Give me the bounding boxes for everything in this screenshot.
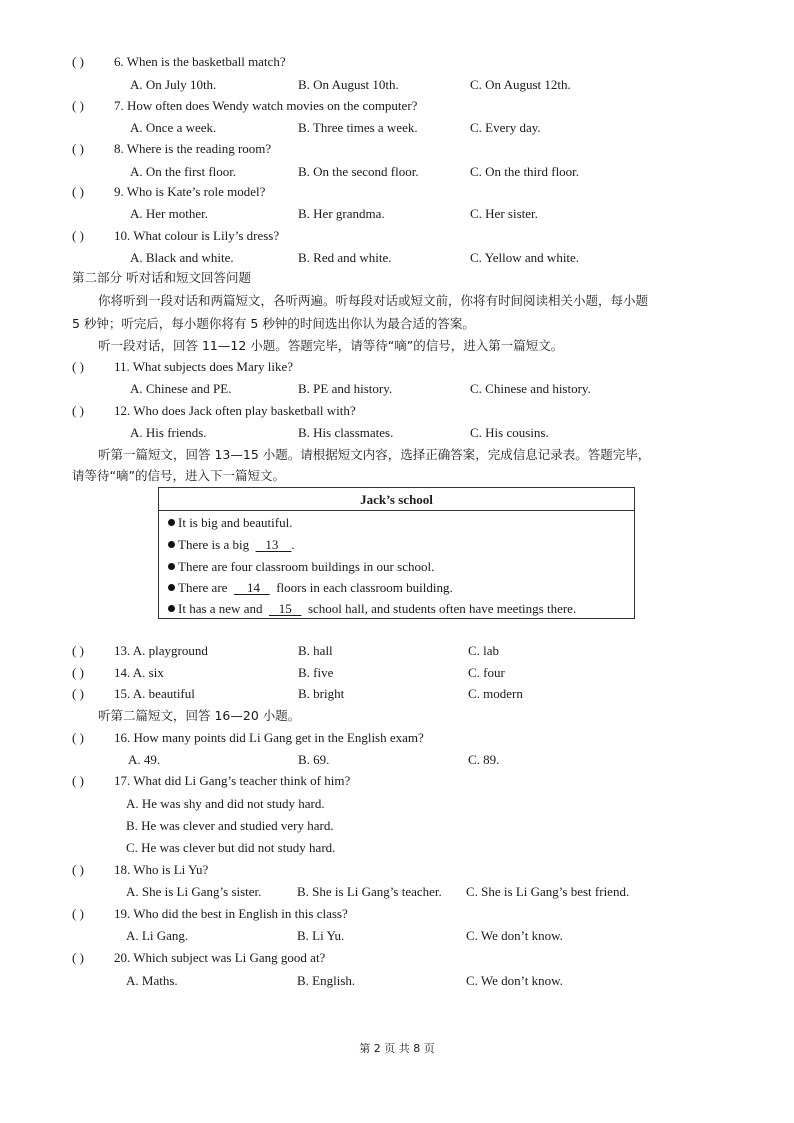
answer-bracket[interactable]: ( ) [72, 665, 84, 680]
question-stem: 9. Who is Kate’s role model? [114, 184, 266, 199]
question-stem: 13. A. playground [114, 643, 208, 658]
question-stem: 8. Where is the reading room? [114, 141, 272, 156]
option-a: A. His friends. [130, 425, 207, 440]
answer-bracket[interactable]: ( ) [72, 141, 84, 156]
option-c: C. His cousins. [470, 425, 549, 440]
option-b: B. On the second floor. [298, 164, 419, 179]
table-row [168, 515, 292, 531]
answer-bracket[interactable]: ( ) [72, 643, 84, 658]
row-text: It has a new and [178, 601, 263, 616]
question-16 [72, 730, 424, 746]
question-stem: 14. A. six [114, 665, 164, 680]
answer-bracket[interactable]: ( ) [72, 403, 84, 418]
question-stem: 12. Who does Jack often play basketball with? [114, 403, 356, 418]
option-b: B. He was clever and studied very hard. [126, 818, 334, 833]
question-15 [72, 686, 195, 702]
question-14 [72, 665, 164, 681]
instruction-line: 请等待“嘀”的信号，进入下一篇短文。 [72, 468, 285, 483]
blank-15[interactable]: 15 [278, 601, 292, 616]
instruction-line: 听第一篇短文，回答 13—15 小题。请根据短文内容，选择正确答案，完成信息记录表。答题完毕， [98, 447, 651, 462]
option-b: B. On August 10th. [298, 77, 399, 92]
question-stem: 16. How many points did Li Gang get in the English exam? [114, 730, 424, 745]
table-title: Jack’s school [159, 488, 634, 511]
answer-bracket[interactable]: ( ) [72, 862, 84, 877]
question-stem: 19. Who did the best in English in this class? [114, 906, 348, 921]
row-text: It is big and beautiful. [178, 515, 293, 530]
answer-bracket[interactable]: ( ) [72, 184, 84, 199]
row-text: . [291, 537, 295, 552]
option-a: A. 49. [128, 752, 161, 767]
instruction-line: 听第二篇短文，回答 16—20 小题。 [98, 708, 301, 723]
bullet-icon [168, 541, 175, 548]
question-17 [72, 773, 350, 789]
question-7 [72, 98, 417, 114]
question-stem: 6. When is the basketball match? [114, 54, 286, 69]
info-table [158, 487, 635, 619]
bullet-icon [168, 605, 175, 612]
option-a: A. She is Li Gang’s sister. [126, 884, 262, 899]
option-b: B. Red and white. [298, 250, 392, 265]
instruction-line: 听一段对话，回答 11—12 小题。答题完毕，请等待“嘀”的信号，进入第一篇短文。 [98, 338, 564, 353]
question-stem: 18. Who is Li Yu? [114, 862, 209, 877]
row-text: floors in each classroom building. [276, 580, 453, 595]
table-row [168, 559, 434, 575]
option-b: B. Three times a week. [298, 120, 418, 135]
answer-bracket[interactable]: ( ) [72, 359, 84, 374]
page-number: 第 2 页 共 8 页 [359, 1042, 435, 1055]
option-a: A. Once a week. [130, 120, 217, 135]
question-8 [72, 141, 271, 157]
option-b: B. PE and history. [298, 381, 393, 396]
question-18 [72, 862, 208, 878]
option-c: C. He was clever but did not study hard. [126, 840, 336, 855]
question-stem: 10. What colour is Lily’s dress? [114, 228, 280, 243]
question-stem: 17. What did Li Gang’s teacher think of him? [114, 773, 351, 788]
section-heading: 第二部分 听对话和短文回答问题 [72, 270, 251, 285]
option-a: A. On the first floor. [130, 164, 237, 179]
question-10 [72, 228, 279, 244]
answer-bracket[interactable]: ( ) [72, 730, 84, 745]
option-a: A. Chinese and PE. [130, 381, 232, 396]
instruction-line: 你将听到一段对话和两篇短文，各听两遍。听每段对话或短文前，你将有时间阅读相关小题，每小题 [98, 293, 649, 308]
answer-bracket[interactable]: ( ) [72, 773, 84, 788]
option-a: A. Black and white. [130, 250, 234, 265]
option-c: C. We don’t know. [466, 928, 563, 943]
option-c: C. Her sister. [470, 206, 538, 221]
row-text: school hall, and students often have meetings there. [307, 601, 577, 616]
option-b: B. hall [298, 643, 333, 658]
option-a: A. Maths. [126, 973, 178, 988]
option-a: A. Li Gang. [126, 928, 189, 943]
option-c: C. modern [468, 686, 523, 701]
row-text: There are four classroom buildings in our school. [178, 559, 435, 574]
bullet-icon [168, 519, 175, 526]
table-row [168, 537, 295, 553]
option-b: B. Li Yu. [297, 928, 345, 943]
option-c: C. lab [468, 643, 500, 658]
option-c: C. She is Li Gang’s best friend. [466, 884, 630, 899]
option-c: C. Chinese and history. [470, 381, 591, 396]
question-stem: 15. A. beautiful [114, 686, 195, 701]
table-row [168, 580, 453, 596]
blank-14[interactable]: 14 [246, 580, 260, 595]
table-row [168, 601, 576, 617]
bullet-icon [168, 584, 175, 591]
question-19 [72, 906, 348, 922]
question-stem: 11. What subjects does Mary like? [114, 359, 294, 374]
option-b: B. English. [297, 973, 356, 988]
option-c: C. On the third floor. [470, 164, 580, 179]
option-b: B. 69. [298, 752, 330, 767]
row-text: There is a big [178, 537, 250, 552]
option-a: A. Her mother. [130, 206, 208, 221]
answer-bracket[interactable]: ( ) [72, 98, 84, 113]
answer-bracket[interactable]: ( ) [72, 228, 84, 243]
question-12 [72, 403, 356, 419]
option-b: B. She is Li Gang’s teacher. [297, 884, 442, 899]
option-a: A. He was shy and did not study hard. [126, 796, 325, 811]
row-text: There are [178, 580, 228, 595]
answer-bracket[interactable]: ( ) [72, 686, 84, 701]
option-c: C. Yellow and white. [470, 250, 580, 265]
question-11 [72, 359, 293, 375]
instruction-line: 5 秒钟；听完后，每小题你将有 5 秒钟的时间选出你认为最合适的答案。 [72, 316, 475, 331]
question-stem: 20. Which subject was Li Gang good at? [114, 950, 326, 965]
question-6 [72, 54, 286, 70]
option-c: C. Every day. [470, 120, 541, 135]
option-b: B. bright [298, 686, 345, 701]
answer-bracket[interactable]: ( ) [72, 950, 84, 965]
question-20 [72, 950, 325, 966]
blank-13[interactable]: 13 [265, 537, 279, 552]
question-13 [72, 643, 208, 659]
answer-bracket[interactable]: ( ) [72, 906, 84, 921]
answer-bracket[interactable]: ( ) [72, 54, 84, 69]
option-c: C. 89. [468, 752, 500, 767]
option-b: B. His classmates. [298, 425, 394, 440]
option-c: C. On August 12th. [470, 77, 571, 92]
option-b: B. Her grandma. [298, 206, 385, 221]
option-a: A. On July 10th. [130, 77, 217, 92]
bullet-icon [168, 563, 175, 570]
option-c: C. We don’t know. [466, 973, 563, 988]
question-9 [72, 184, 265, 200]
option-b: B. five [298, 665, 334, 680]
question-stem: 7. How often does Wendy watch movies on the computer? [114, 98, 418, 113]
option-c: C. four [468, 665, 505, 680]
